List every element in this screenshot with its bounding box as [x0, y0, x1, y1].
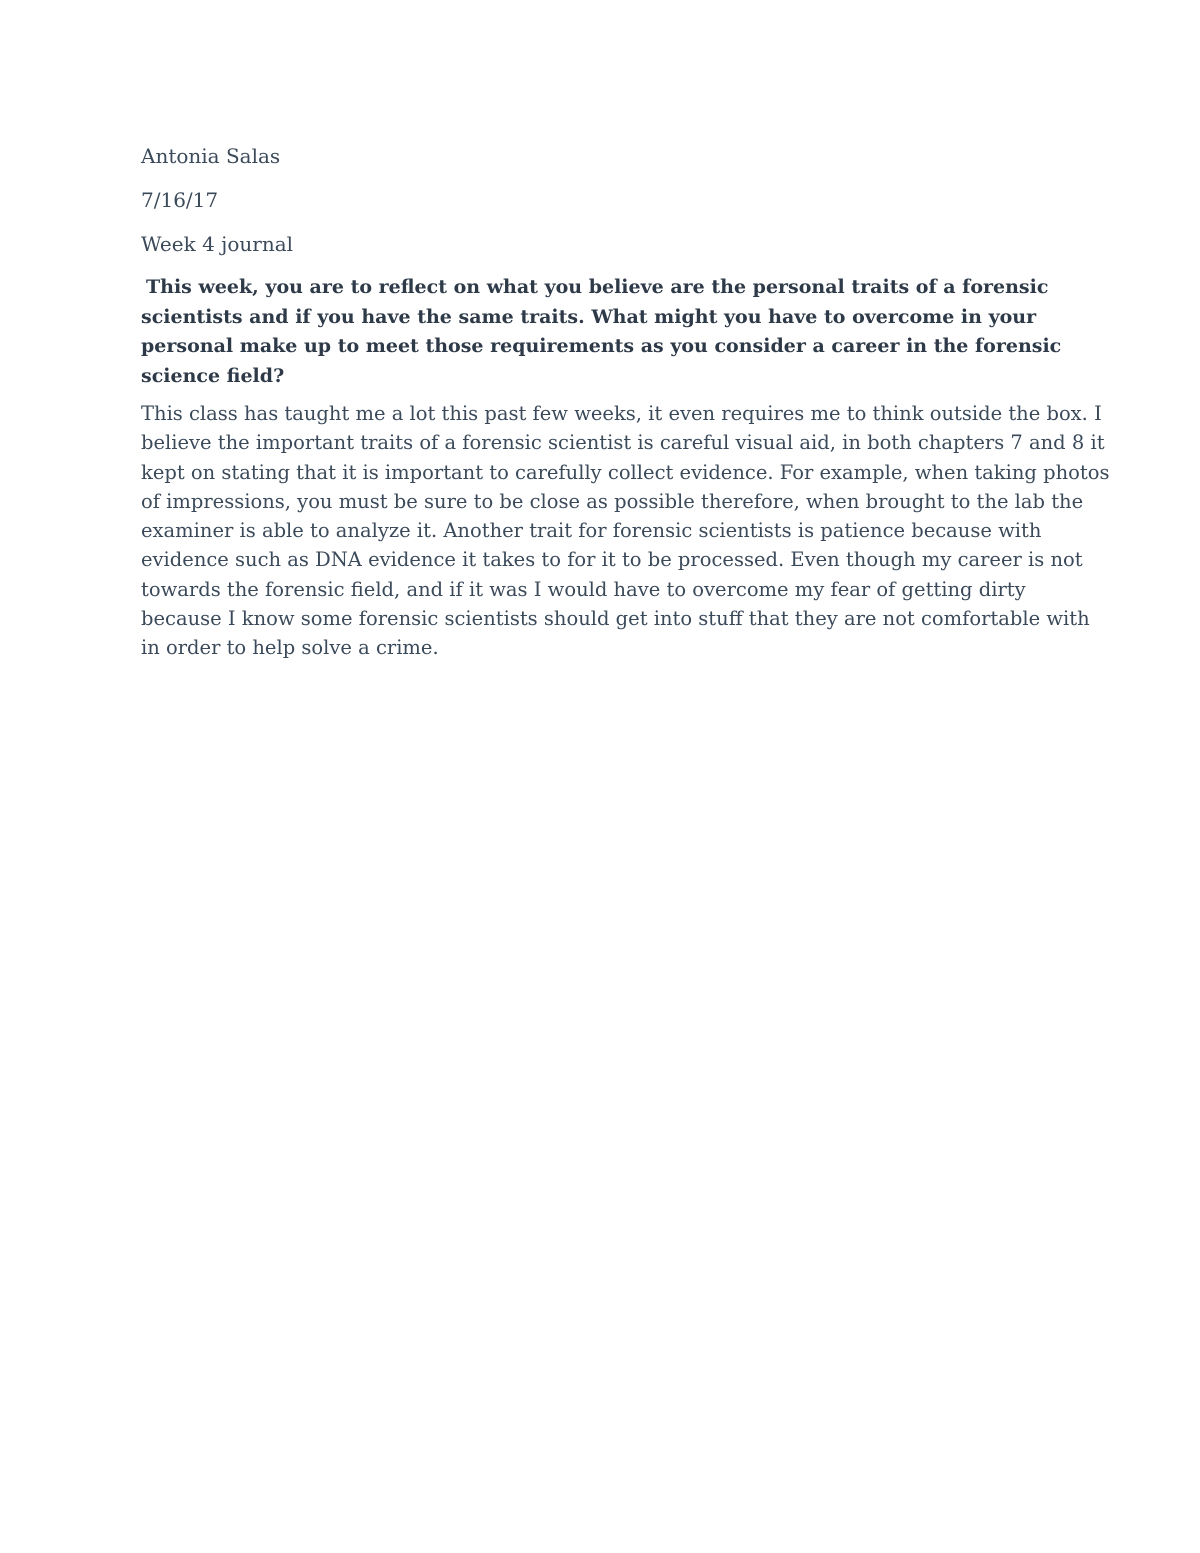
- response-line: of impressions, you must be sure to be close as possible therefore, when brought to the lab the: [141, 489, 1084, 513]
- response-line: kept on stating that it is important to carefully collect evidence. For example, when taking photos: [141, 460, 1110, 484]
- document-title: Week 4 journal: [141, 232, 294, 256]
- prompt-line: scientists and if you have the same traits. What might you have to overcome in your: [141, 305, 1037, 328]
- journal-prompt: [141, 273, 1066, 391]
- author-name: Antonia Salas: [141, 144, 281, 168]
- response-line: because I know some forensic scientists should get into stuff that they are not comfortable with: [141, 607, 1090, 631]
- response-line: examiner is able to analyze it. Another trait for forensic scientists is patience because with: [141, 519, 1042, 543]
- document-content: [141, 141, 1110, 663]
- prompt-line: science field?: [141, 364, 285, 387]
- response-line: towards the forensic field, and if it was I would have to overcome my fear of getting dirty: [141, 577, 1026, 601]
- response-line: believe the important traits of a forensic scientist is careful visual aid, in both chapters 7 and 8 it: [141, 431, 1105, 455]
- response-line: This class has taught me a lot this past few weeks, it even requires me to think outside the box. I: [141, 402, 1102, 425]
- document-date: 7/16/17: [141, 188, 219, 212]
- prompt-line: This week, you are to reflect on what you believe are the personal traits of a forensic: [146, 276, 1049, 298]
- response-line: in order to help solve a crime.: [141, 636, 439, 660]
- journal-response: [141, 399, 1110, 663]
- prompt-line: personal make up to meet those requirements as you consider a career in the forensic: [141, 335, 1062, 357]
- response-line: evidence such as DNA evidence it takes to for it to be processed. Even though my career is not: [141, 548, 1083, 572]
